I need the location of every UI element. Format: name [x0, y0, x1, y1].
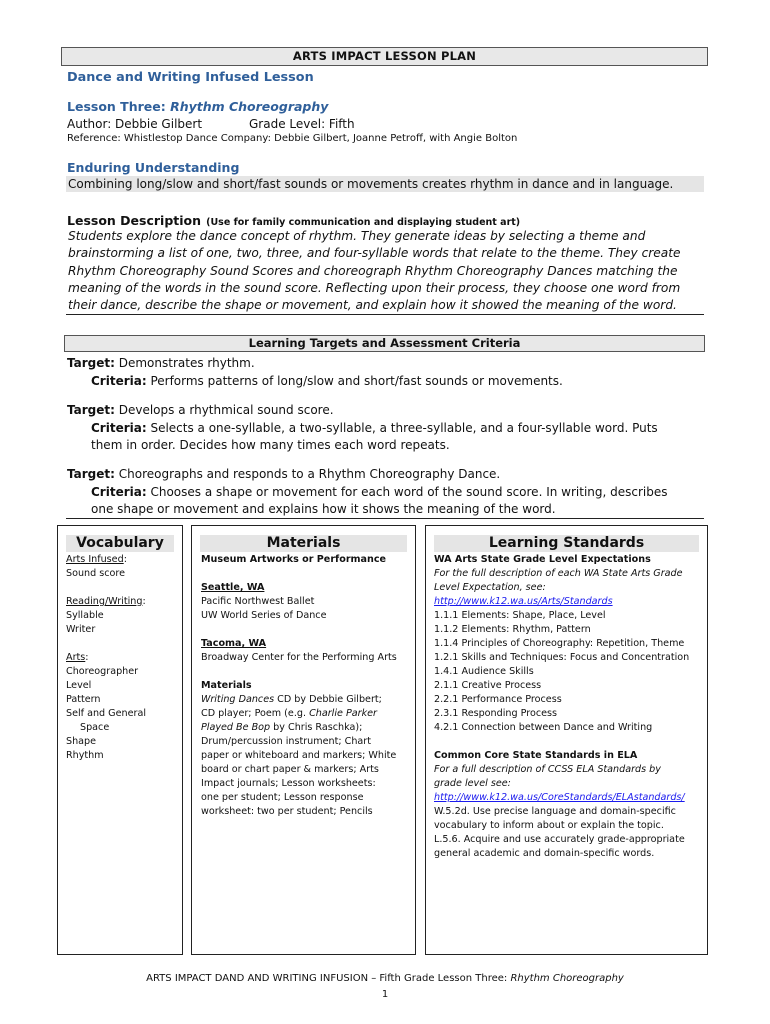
venue: Pacific Northwest Ballet — [201, 596, 315, 607]
vocab-term: Self and General — [66, 708, 146, 719]
material-text: by Chris Raschka); — [270, 722, 363, 733]
material-text: paper or whiteboard and markers; White — [201, 750, 397, 761]
footer-text — [0, 973, 770, 984]
footer-title: Rhythm Choreography — [510, 973, 624, 984]
ccss-description: grade level see: — [434, 778, 511, 789]
target-3 — [67, 466, 668, 519]
wa-description: Level Expectation, see: — [434, 582, 546, 593]
reading-writing-label: Reading/Writing — [66, 596, 143, 607]
enduring-text: Combining long/slow and short/fast sounds or movements creates rhythm in dance and in language. — [68, 177, 674, 191]
vocab-term: Choreographer — [66, 666, 139, 677]
standards-list — [426, 553, 707, 861]
vocab-term: Rhythm — [66, 750, 104, 761]
target-label: Target: — [67, 467, 115, 481]
materials-heading: Materials — [200, 535, 407, 552]
vocab-term: Writer — [66, 624, 96, 635]
lesson-label: Lesson Three: — [67, 99, 171, 114]
wa-description: For the full description of each WA State Arts Grade — [434, 568, 683, 579]
standard-item: 2.3.1 Responding Process — [434, 708, 558, 719]
materials-subheading: Materials — [201, 680, 252, 691]
arts-infused-label: Arts Infused — [66, 554, 124, 565]
standard-item: 1.1.2 Elements: Rhythm, Pattern — [434, 624, 591, 635]
wa-standards-heading: WA Arts State Grade Level Expectations — [434, 554, 651, 565]
target-text: Choreographs and responds to a Rhythm Choreography Dance. — [114, 467, 501, 481]
colon: : — [85, 652, 89, 663]
vocabulary-column — [57, 525, 183, 955]
description-body — [68, 228, 681, 314]
lesson-subtitle: Dance and Writing Infused Lesson — [67, 70, 314, 85]
seattle-heading: Seattle, WA — [201, 582, 265, 593]
criteria-label: Criteria: — [91, 484, 147, 499]
divider — [66, 314, 704, 315]
ccss-item: vocabulary to inform about or explain the topic. — [434, 820, 664, 831]
ccss-item: W.5.2d. Use precise language and domain-specific — [434, 806, 676, 817]
standard-item: 1.4.1 Audience Skills — [434, 666, 534, 677]
vocabulary-list — [58, 553, 182, 763]
material-text: Impact journals; Lesson worksheets: — [201, 778, 376, 789]
page-banner: ARTS IMPACT LESSON PLAN — [61, 47, 708, 66]
vocab-term: Level — [66, 680, 92, 691]
material-text: CD player; Poem (e.g. — [201, 708, 310, 719]
target-text: Develops a rhythmical sound score. — [114, 403, 334, 417]
reference: Reference: Whistlestop Dance Company: Debbie Gilbert, Joanne Petroff, with Angie Bolton — [67, 133, 518, 144]
colon: : — [123, 554, 127, 565]
enduring-heading: Enduring Understanding — [67, 160, 240, 175]
ccss-standards-link[interactable]: http://www.k12.wa.us/CoreStandards/ELAstandards/ — [434, 792, 685, 803]
vocab-term: Shape — [66, 736, 97, 747]
ccss-description: For a full description of CCSS ELA Standards by — [434, 764, 661, 775]
description-line: meaning of the words in the sound score. Reflecting upon their process, they choose one word from — [68, 280, 681, 295]
poem-title: Charlie Parker — [309, 708, 377, 719]
page-number: 1 — [381, 989, 389, 1000]
arts-label: Arts — [66, 652, 86, 663]
grade-level: Grade Level: Fifth — [249, 117, 355, 131]
description-line: brainstorming a list of one, two, three, and four-syllable words that relate to the theme. They create — [68, 246, 681, 261]
materials-column — [191, 525, 416, 955]
target-text: Demonstrates rhythm. — [114, 356, 255, 370]
vocab-term: Pattern — [66, 694, 101, 705]
target-2 — [67, 402, 658, 455]
vocab-term: Syllable — [66, 610, 104, 621]
standard-item: 2.1.1 Creative Process — [434, 680, 542, 691]
material-text: CD by Debbie Gilbert; — [274, 694, 382, 705]
target-1 — [67, 355, 563, 390]
tacoma-heading: Tacoma, WA — [201, 638, 267, 649]
criteria-label: Criteria: — [91, 420, 147, 435]
lesson-heading — [67, 99, 328, 114]
vocab-term: Space — [80, 722, 110, 733]
criteria-text-cont: them in order. Decides how many times each word repeats. — [91, 438, 450, 452]
materials-list — [192, 553, 415, 819]
colon: : — [142, 596, 146, 607]
criteria-text: Chooses a shape or movement for each word of the sound score. In writing, describes — [146, 484, 668, 499]
wa-standards-link[interactable]: http://www.k12.wa.us/Arts/Standards — [434, 596, 613, 607]
footer-label: ARTS IMPACT DAND AND WRITING INFUSION – Fifth Grade Lesson Three: — [146, 973, 511, 984]
standards-heading: Learning Standards — [434, 535, 699, 552]
standards-column — [425, 525, 708, 955]
description-heading: Lesson Description — [67, 213, 202, 228]
material-text: worksheet: two per student; Pencils — [201, 806, 373, 817]
venue: Broadway Center for the Performing Arts — [201, 652, 397, 663]
standard-item: 4.2.1 Connection between Dance and Writing — [434, 722, 653, 733]
ccss-heading: Common Core State Standards in ELA — [434, 750, 638, 761]
lesson-title: Rhythm Choreography — [170, 99, 329, 114]
target-label: Target: — [67, 356, 115, 370]
criteria-text: Performs patterns of long/slow and short/fast sounds or movements. — [146, 373, 563, 388]
criteria-text-cont: one shape or movement and explains how it shows the meaning of the word. — [91, 502, 556, 516]
venue: UW World Series of Dance — [201, 610, 327, 621]
description-line: Rhythm Choreography Sound Scores and choreograph Rhythm Choreography Dances matching the — [68, 263, 678, 278]
description-line: their dance, describe the shape or movement, and explain how it showed the meaning of the word. — [68, 298, 677, 313]
ccss-item: L.5.6. Acquire and use accurately grade-appropriate — [434, 834, 685, 845]
vocab-term: Sound score — [66, 568, 126, 579]
standard-item: 1.1.4 Principles of Choreography: Repetition, Theme — [434, 638, 685, 649]
poem-title-cont: Played Be Bop — [201, 722, 271, 733]
standard-item: 1.2.1 Skills and Techniques: Focus and Concentration — [434, 652, 690, 663]
standard-item: 1.1.1 Elements: Shape, Place, Level — [434, 610, 606, 621]
criteria-label: Criteria: — [91, 373, 147, 388]
vocabulary-heading: Vocabulary — [66, 535, 174, 552]
target-label: Target: — [67, 403, 115, 417]
writing-dances-title: Writing Dances — [201, 694, 275, 705]
description-heading-row — [67, 210, 520, 229]
museum-heading: Museum Artworks or Performance — [201, 554, 387, 565]
standard-item: 2.2.1 Performance Process — [434, 694, 562, 705]
divider — [66, 518, 704, 519]
criteria-text: Selects a one-syllable, a two-syllable, a three-syllable, and a four-syllable word. Puts — [146, 420, 658, 435]
targets-banner: Learning Targets and Assessment Criteria — [64, 335, 705, 352]
ccss-item: general academic and domain-specific words. — [434, 848, 655, 859]
description-line: Students explore the dance concept of rhythm. They generate ideas by selecting a theme and — [68, 229, 646, 243]
material-text: board or chart paper & markers; Arts — [201, 764, 379, 775]
description-note: (Use for family communication and displaying student art) — [206, 217, 521, 228]
material-text: one per student; Lesson response — [201, 792, 364, 803]
author: Author: Debbie Gilbert — [67, 117, 203, 131]
material-text: Drum/percussion instrument; Chart — [201, 736, 371, 747]
